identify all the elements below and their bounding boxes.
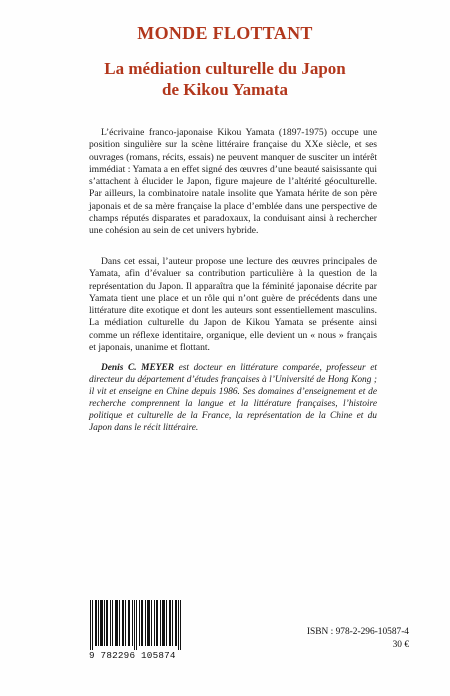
author-bio-text: est docteur en littérature comparée, professeur et directeur du département d’études françaises à l’Université de Hong Kong ; il vit et enseigne en Chine depuis 1986. Ses domaines d’enseignement et de recherche comprennent la langue et la littérature françaises, l’histoire politique et culturelle de la France, la représentation de la Chine et du Japon dans le récit littéraire.	[89, 363, 377, 433]
summary-paragraph-1-text: L’écrivaine franco-japonaise Kikou Yamata (1897-1975) occupe une position singulière sur la scène littéraire française du XXe siècle, et ses ouvrages (romans, récits, essais) ne peuvent manquer de susciter un intérêt immédiat : Yamata a en effet signé des œuvres d’une beauté saisissante qui s’attachent à élucider le Japon, figure majeure de l’altérité géoculturelle. Par ailleurs, la combinatoire natale insolite que Yamata hérite de son père japonais et de sa mère française la place d’emblée dans une perspective de champs réputés disparates et paradoxaux, la conduisant ainsi à rechercher une cohésion au sein de cet univers hybride.	[89, 127, 377, 237]
summary-paragraph-1	[89, 127, 377, 238]
summary-paragraph-2-text: Dans cet essai, l’auteur propose une lecture des œuvres principales de Yamata, afin d’évaluer sa contribution particulière à la question de la représentation du Japon. Il apparaîtra que la féminité japonaise décrite par Yamata tient une place et un rôle qui n’ont guère de précédents dans une littérature dite exotique et dont les auteurs sont essentiellement masculins. La médiation culturelle du Japon de Kikou Yamata se présente ainsi comme un réflexe identitaire, organique, elle devient un « nous » français et japonais, unanime et flottant.	[89, 256, 377, 354]
isbn-label: ISBN : 978-2-296-10587-4	[306, 627, 409, 637]
subtitle-line-2: de Kikou Yamata	[162, 80, 288, 99]
barcode-number: 9 782296 105874	[89, 650, 176, 661]
price-label: 30 €	[392, 640, 409, 650]
subtitle-line-1: La médiation culturelle du Japon	[104, 59, 346, 78]
barcode	[89, 600, 184, 662]
author-bio	[89, 362, 377, 434]
book-title: MONDE FLOTTANT	[137, 23, 313, 43]
book-subtitle	[40, 58, 410, 100]
summary-paragraph-2	[89, 256, 377, 354]
author-name: Denis C. MEYER	[101, 363, 174, 373]
barcode-icon	[89, 600, 184, 650]
